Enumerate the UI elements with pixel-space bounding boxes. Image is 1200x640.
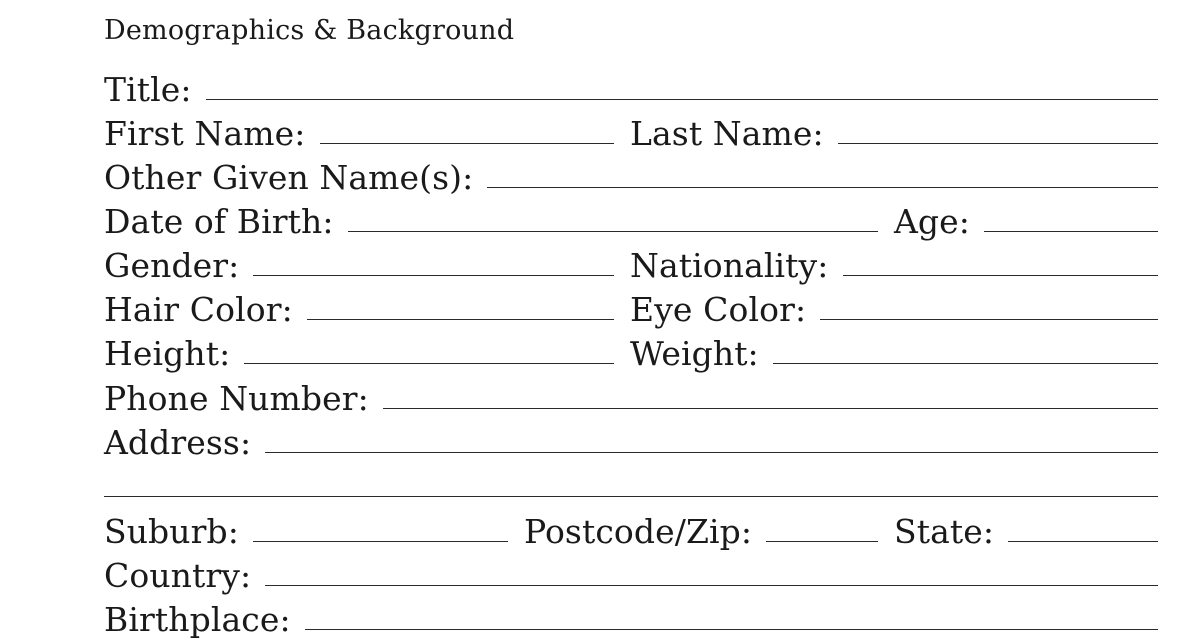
phone-row — [104, 379, 1158, 419]
hair-color-label: Hair Color: — [104, 290, 293, 329]
suburb-field[interactable] — [253, 541, 508, 542]
gender-label: Gender: — [104, 246, 240, 285]
eye-color-field[interactable] — [820, 319, 1158, 320]
age-field[interactable] — [984, 231, 1158, 232]
gender-row — [104, 246, 1158, 286]
color-row — [104, 290, 1158, 330]
address-field[interactable] — [265, 452, 1158, 453]
height-label: Height: — [104, 334, 231, 373]
dob-field[interactable] — [348, 231, 878, 232]
state-field[interactable] — [1008, 541, 1158, 542]
birthplace-row — [104, 600, 1158, 640]
last-name-label: Last Name: — [630, 114, 824, 153]
other-names-row — [104, 158, 1158, 198]
size-row — [104, 334, 1158, 374]
nationality-label: Nationality: — [630, 246, 829, 285]
title-field[interactable] — [206, 99, 1158, 100]
dob-label: Date of Birth: — [104, 202, 334, 241]
other-names-field[interactable] — [487, 187, 1158, 188]
locality-row — [104, 512, 1158, 552]
height-field[interactable] — [244, 363, 614, 364]
address-label: Address: — [104, 423, 252, 462]
eye-color-label: Eye Color: — [630, 290, 807, 329]
dob-row — [104, 202, 1158, 242]
phone-field[interactable] — [383, 408, 1158, 409]
postcode-field[interactable] — [766, 541, 878, 542]
phone-label: Phone Number: — [104, 379, 369, 418]
name-row — [104, 114, 1158, 154]
address-row — [104, 423, 1158, 463]
age-label: Age: — [894, 202, 971, 241]
country-field[interactable] — [265, 585, 1158, 586]
birthplace-label: Birthplace: — [104, 600, 291, 639]
gender-field[interactable] — [253, 275, 614, 276]
first-name-label: First Name: — [104, 114, 306, 153]
section-title: Demographics & Background — [104, 15, 515, 46]
country-label: Country: — [104, 556, 252, 595]
suburb-label: Suburb: — [104, 512, 239, 551]
nationality-field[interactable] — [843, 275, 1159, 276]
title-label: Title: — [104, 70, 192, 109]
postcode-label: Postcode/Zip: — [524, 512, 753, 551]
weight-field[interactable] — [773, 363, 1158, 364]
other-names-label: Other Given Name(s): — [104, 158, 474, 197]
hair-color-field[interactable] — [307, 319, 614, 320]
title-row — [104, 70, 1158, 110]
weight-label: Weight: — [630, 334, 759, 373]
address-line-2[interactable] — [104, 496, 1158, 497]
state-label: State: — [894, 512, 995, 551]
last-name-field[interactable] — [838, 143, 1158, 144]
country-row — [104, 556, 1158, 596]
first-name-field[interactable] — [320, 143, 614, 144]
